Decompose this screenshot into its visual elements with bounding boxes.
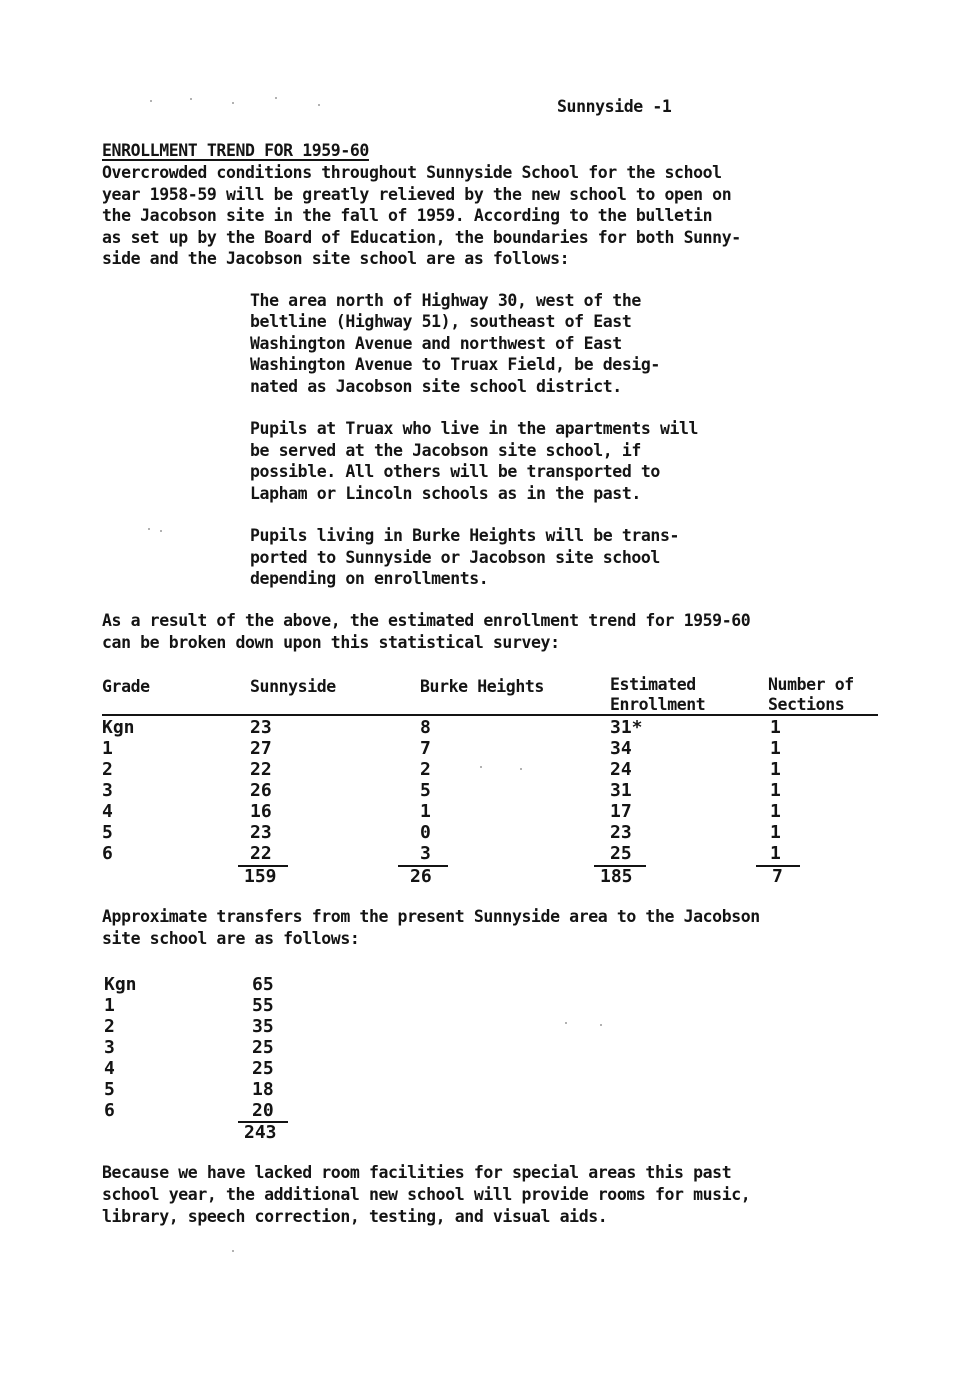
transfer-grade: 4: [104, 1058, 115, 1079]
cell-estimated: 17: [610, 801, 632, 822]
cell-sunnyside: 22: [250, 843, 272, 864]
transfer-grade: 3: [104, 1037, 115, 1058]
cell-sections: 1: [770, 822, 781, 843]
intro-line: the Jacobson site in the fall of 1959. According to the bulletin: [102, 206, 713, 225]
cell-sunnyside: 23: [250, 822, 272, 843]
intro-line: year 1958-59 will be greatly relieved by the new school to open on: [102, 185, 732, 204]
scan-speck: [600, 1024, 602, 1026]
cell-sections: 1: [770, 780, 781, 801]
total-estimated: 185: [600, 866, 633, 887]
intro-line: side and the Jacobson site school are as follows:: [102, 249, 570, 268]
transfers-line: site school are as follows:: [102, 929, 360, 948]
scan-speck: [190, 98, 192, 100]
quote-line: ported to Sunnyside or Jacobson site school: [250, 548, 660, 567]
cell-sections: 1: [770, 738, 781, 759]
closing-line: school year, the additional new school will provide rooms for music,: [102, 1185, 751, 1204]
transfer-grade: 5: [104, 1079, 115, 1100]
scan-speck: [520, 768, 522, 770]
transfer-grade: 2: [104, 1016, 115, 1037]
scan-speck: [160, 530, 162, 532]
transfer-count: 25: [252, 1058, 274, 1079]
cell-burke: 5: [420, 780, 431, 801]
transfer-count: 20: [252, 1100, 274, 1121]
intro-line: as set up by the Board of Education, the boundaries for both Sunny-: [102, 228, 741, 247]
quote-line: Washington Avenue and northwest of East: [250, 334, 622, 353]
quote-line: nated as Jacobson site school district.: [250, 377, 622, 396]
closing-line: Because we have lacked room facilities for special areas this past: [102, 1163, 732, 1182]
cell-grade: 5: [102, 822, 113, 843]
col-header-burke-heights: Burke Heights: [420, 677, 544, 696]
total-sections: 7: [772, 866, 783, 887]
col-header-sunnyside: Sunnyside: [250, 677, 336, 696]
intro-line: Overcrowded conditions throughout Sunnyside School for the school: [102, 163, 722, 182]
col-header-enrollment: Enrollment: [610, 695, 706, 714]
col-header-grade: Grade: [102, 677, 150, 696]
scan-speck: [275, 97, 277, 99]
col-header-number-of: Number of: [768, 675, 854, 694]
result-line: As a result of the above, the estimated enrollment trend for 1959-60: [102, 611, 751, 630]
cell-sections: 1: [770, 801, 781, 822]
col-header-estimated: Estimated: [610, 675, 696, 694]
scan-speck: [318, 104, 320, 106]
transfer-grade: 1: [104, 995, 115, 1016]
quote-line: The area north of Highway 30, west of the: [250, 291, 641, 310]
transfer-count: 25: [252, 1037, 274, 1058]
transfers-line: Approximate transfers from the present Sunnyside area to the Jacobson: [102, 907, 760, 926]
scan-speck: [480, 766, 482, 768]
cell-burke: 3: [420, 843, 431, 864]
cell-grade: 4: [102, 801, 113, 822]
cell-burke: 7: [420, 738, 431, 759]
cell-sunnyside: 23: [250, 717, 272, 738]
cell-estimated: 34: [610, 738, 632, 759]
quote-line: Pupils living in Burke Heights will be trans-: [250, 526, 680, 545]
scan-speck: [565, 1022, 567, 1024]
quote-line: be served at the Jacobson site school, if: [250, 441, 641, 460]
cell-sunnyside: 16: [250, 801, 272, 822]
cell-sunnyside: 26: [250, 780, 272, 801]
transfer-grade: 6: [104, 1100, 115, 1121]
transfer-grade: Kgn: [104, 974, 137, 995]
quote-line: depending on enrollments.: [250, 569, 489, 588]
cell-sunnyside: 27: [250, 738, 272, 759]
page-label: Sunnyside -1: [557, 97, 672, 116]
cell-grade: 6: [102, 843, 113, 864]
cell-sections: 1: [770, 717, 781, 738]
scan-speck: [148, 528, 150, 530]
transfers-total: 243: [244, 1122, 277, 1143]
cell-burke: 8: [420, 717, 431, 738]
cell-grade: Kgn: [102, 717, 135, 738]
cell-estimated: 23: [610, 822, 632, 843]
header-rule: [102, 714, 878, 716]
cell-sunnyside: 22: [250, 759, 272, 780]
cell-grade: 1: [102, 738, 113, 759]
cell-grade: 2: [102, 759, 113, 780]
quote-line: Pupils at Truax who live in the apartments will: [250, 419, 699, 438]
transfer-count: 65: [252, 974, 274, 995]
cell-estimated: 31*: [610, 717, 643, 738]
cell-burke: 2: [420, 759, 431, 780]
quote-line: Lapham or Lincoln schools as in the past.: [250, 484, 641, 503]
col-header-sections: Sections: [768, 695, 845, 714]
scan-speck: [232, 102, 234, 104]
cell-sections: 1: [770, 759, 781, 780]
cell-burke: 1: [420, 801, 431, 822]
cell-estimated: 24: [610, 759, 632, 780]
quote-line: Washington Avenue to Truax Field, be desig-: [250, 355, 660, 374]
total-sunnyside: 159: [244, 866, 277, 887]
cell-estimated: 25: [610, 843, 632, 864]
quote-line: beltline (Highway 51), southeast of East: [250, 312, 632, 331]
total-burke: 26: [410, 866, 432, 887]
cell-burke: 0: [420, 822, 431, 843]
cell-grade: 3: [102, 780, 113, 801]
closing-line: library, speech correction, testing, and visual aids.: [102, 1207, 608, 1226]
scan-speck: [150, 100, 152, 102]
transfer-count: 18: [252, 1079, 274, 1100]
transfer-count: 55: [252, 995, 274, 1016]
transfer-count: 35: [252, 1016, 274, 1037]
result-line: can be broken down upon this statistical survey:: [102, 633, 560, 652]
cell-sections: 1: [770, 843, 781, 864]
quote-line: possible. All others will be transported to: [250, 462, 660, 481]
scan-speck: [232, 1250, 234, 1252]
section-title: ENROLLMENT TREND FOR 1959-60: [102, 141, 369, 160]
cell-estimated: 31: [610, 780, 632, 801]
